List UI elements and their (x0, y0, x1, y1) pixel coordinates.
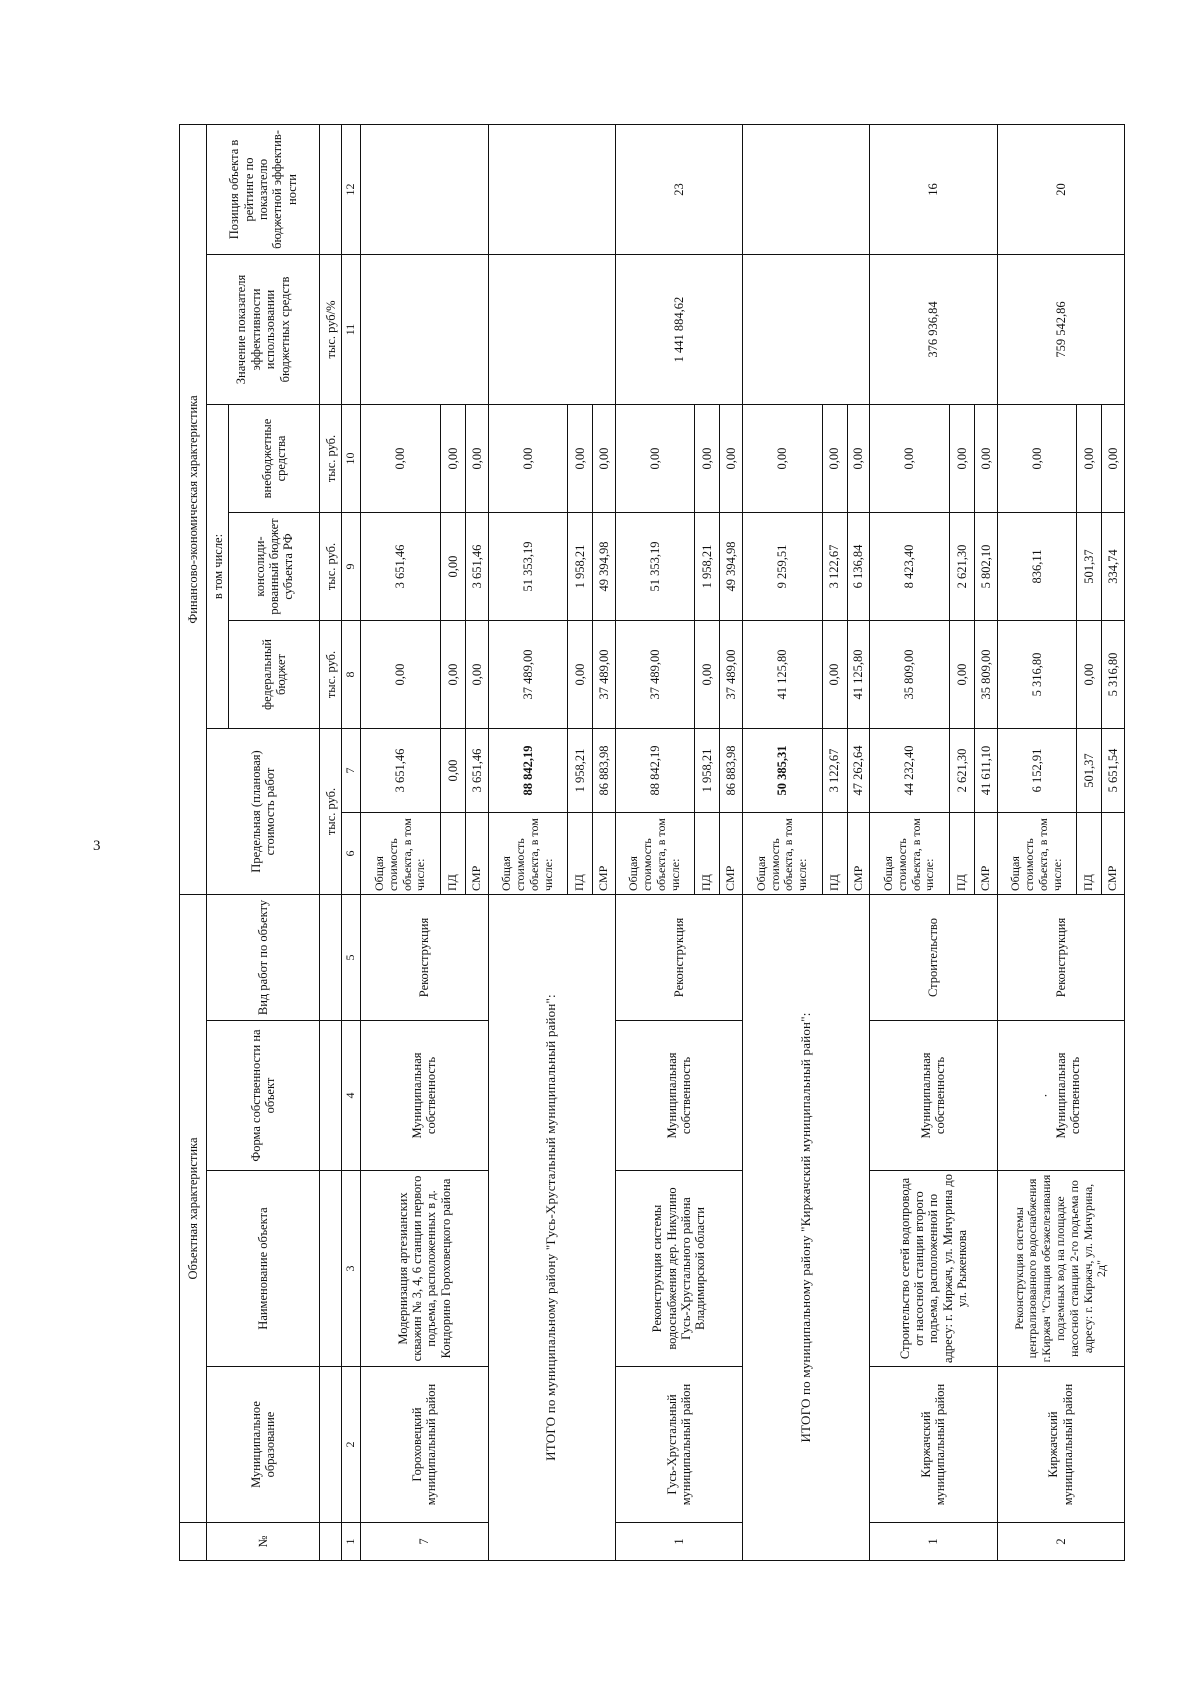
cost-label-pd: ПД (440, 813, 465, 895)
unit-cell (320, 124, 342, 254)
itogo-label: ИТОГО по муниципальному району "Гусь-Хрустальный муниципальный район": (488, 895, 615, 1561)
regional-value: 51 353,19 (615, 513, 695, 621)
col-number: 3 (342, 1171, 361, 1367)
table-row (361, 124, 441, 1560)
regional-value: 334,74 (1102, 513, 1125, 621)
row-municipality: Киржачский муниципальный район (870, 1367, 997, 1523)
cost-value: 6 152,91 (997, 729, 1077, 813)
cost-value: 88 842,19 (615, 729, 695, 813)
cost-label-smr: СМР (593, 813, 616, 895)
federal-value: 0,00 (1077, 621, 1102, 729)
unit-cell (320, 1523, 342, 1561)
cost-value: 3 651,46 (361, 729, 441, 813)
row-no: 7 (361, 1523, 488, 1561)
regional-value: 3 651,46 (465, 513, 488, 621)
cost-label-pd: ПД (949, 813, 974, 895)
regional-value: 8 423,40 (870, 513, 950, 621)
col-number: 5 (342, 895, 361, 1021)
cost-label-total: Общая стоимость объекта, в том числе: (997, 813, 1077, 895)
federal-value: 0,00 (949, 621, 974, 729)
federal-value: 41 125,80 (743, 621, 823, 729)
col-number: 1 (342, 1523, 361, 1561)
row-work-type: Реконструкция (615, 895, 742, 1021)
unit-efficiency: тыс. руб/% (320, 255, 342, 405)
cost-value: 3 651,46 (465, 729, 488, 813)
col-number: 7 (342, 729, 361, 813)
header-municipality: Муниципальное образование (207, 1367, 320, 1523)
table-row (997, 124, 1077, 1560)
regional-value: 2 621,30 (949, 513, 974, 621)
col-number: 8 (342, 621, 361, 729)
efficiency-value: 376 936,84 (870, 255, 997, 405)
cost-label-smr: СМР (847, 813, 870, 895)
federal-value: 0,00 (361, 621, 441, 729)
unit-extra: тыс. руб. (320, 405, 342, 513)
col-number: 9 (342, 513, 361, 621)
regional-value: 0,00 (440, 513, 465, 621)
efficiency-value: 759 542,86 (997, 255, 1124, 405)
table-row (615, 124, 695, 1560)
cost-label-pd: ПД (568, 813, 593, 895)
cost-label-smr: СМР (465, 813, 488, 895)
rating-value (361, 124, 488, 254)
header-work-type: Вид работ по объекту (207, 895, 320, 1021)
row-object-name: Реконструкция системы водоснабжения дер. Никулино Гусь-Хрустального района Владимирской области (615, 1171, 742, 1367)
col-number: 12 (342, 124, 361, 254)
row-ownership: Муниципальная собственность (870, 1021, 997, 1171)
extra-value: 0,00 (720, 405, 743, 513)
cost-value: 47 262,64 (847, 729, 870, 813)
cost-label-smr: СМР (1102, 813, 1125, 895)
extra-value: 0,00 (615, 405, 695, 513)
col-number: 6 (342, 813, 361, 895)
header-finance-group: Финансово-экономическая характеристика (180, 124, 207, 894)
cost-value: 41 611,10 (974, 729, 997, 813)
extra-value: 0,00 (949, 405, 974, 513)
rating-blank (743, 124, 870, 254)
regional-value: 6 136,84 (847, 513, 870, 621)
regional-value: 3 651,46 (361, 513, 441, 621)
regional-value: 501,37 (1077, 513, 1102, 621)
federal-value: 37 489,00 (720, 621, 743, 729)
unit-cell (320, 1171, 342, 1367)
unit-cell (320, 895, 342, 1021)
unit-cell (320, 1367, 342, 1523)
unit-cost: тыс. руб. (320, 729, 342, 895)
cost-label-total: Общая стоимость объекта, в том числе: (488, 813, 568, 895)
row-no: 1 (870, 1523, 997, 1561)
cost-value: 5 651,54 (1102, 729, 1125, 813)
cost-label-pd: ПД (1077, 813, 1102, 895)
rating-value: 20 (997, 124, 1124, 254)
col-number: 4 (342, 1021, 361, 1171)
header-blank (180, 1523, 207, 1561)
extra-value: 0,00 (488, 405, 568, 513)
header-rating: Позиция объекта в рейтинге по показателю бюджетной эффектив-ности (207, 124, 320, 254)
unit-cell (320, 1021, 342, 1171)
header-object-group: Объектная характеристика (180, 895, 207, 1523)
row-no: 2 (997, 1523, 1124, 1561)
cost-value: 1 958,21 (695, 729, 720, 813)
financial-table (179, 124, 1125, 1561)
unit-regional: тыс. руб. (320, 513, 342, 621)
extra-value: 0,00 (465, 405, 488, 513)
federal-value: 37 489,00 (615, 621, 695, 729)
extra-value: 0,00 (743, 405, 823, 513)
federal-value: 35 809,00 (974, 621, 997, 729)
cost-label-total: Общая стоимость объекта, в том числе: (870, 813, 950, 895)
total-row (488, 124, 568, 1560)
regional-value: 1 958,21 (695, 513, 720, 621)
row-work-type: Реконструкция (361, 895, 488, 1021)
row-ownership: Муниципальная собственность (1053, 1052, 1082, 1139)
header-no: № (207, 1523, 320, 1561)
extra-value: 0,00 (1102, 405, 1125, 513)
extra-value: 0,00 (974, 405, 997, 513)
row-work-type: Реконструкция (997, 895, 1124, 1021)
cost-value: 44 232,40 (870, 729, 950, 813)
federal-value: 0,00 (440, 621, 465, 729)
extra-value: 0,00 (870, 405, 950, 513)
extra-value: 0,00 (847, 405, 870, 513)
regional-value: 51 353,19 (488, 513, 568, 621)
cost-value: 86 883,98 (593, 729, 616, 813)
cost-value: 1 958,21 (568, 729, 593, 813)
header-object-name: Наименование объекта (207, 1171, 320, 1367)
row-object-name: Модернизация артезианских скважин № 3, 4, 6 станции первого подъема, расположенных в д. Кондорино Гороховецкого района (361, 1171, 488, 1367)
regional-value: 49 394,98 (593, 513, 616, 621)
ownership-mark: · (1039, 1093, 1054, 1098)
row-work-type: Строительство (870, 895, 997, 1021)
federal-value: 35 809,00 (870, 621, 950, 729)
cost-value: 50 385,31 (743, 729, 823, 813)
cost-label-pd: ПД (695, 813, 720, 895)
cost-value: 3 122,67 (822, 729, 847, 813)
row-ownership-cell (997, 1021, 1124, 1171)
regional-value: 836,11 (997, 513, 1077, 621)
federal-value: 0,00 (822, 621, 847, 729)
row-object-name: Реконструкция системы централизованного водоснабжения г.Киржач "Станция обезжелезивания подземных вод на площадке насосной станции 2-го подъема по адресу: г. Киржач, ул. Мичурина, 2д" (997, 1171, 1124, 1367)
rotated-table-container (179, 125, 1125, 1561)
federal-value: 0,00 (465, 621, 488, 729)
federal-value: 0,00 (568, 621, 593, 729)
extra-value: 0,00 (568, 405, 593, 513)
itogo-label: ИТОГО по муниципальному району "Киржачский муниципальный район": (743, 895, 870, 1561)
federal-value: 5 316,80 (997, 621, 1077, 729)
regional-value: 9 259,51 (743, 513, 823, 621)
col-number: 10 (342, 405, 361, 513)
row-ownership: Муниципальная собственность (361, 1021, 488, 1171)
header-ownership: Форма собственности на объект (207, 1021, 320, 1171)
header-extrabudget: внебюджетные средства (229, 405, 320, 513)
row-municipality: Киржачский муниципальный район (997, 1367, 1124, 1523)
efficiency-value (361, 255, 488, 405)
federal-value: 5 316,80 (1102, 621, 1125, 729)
row-municipality: Гороховецкий муниципальный район (361, 1367, 488, 1523)
row-ownership: Муниципальная собственность (615, 1021, 742, 1171)
rating-value: 23 (615, 124, 742, 254)
header-regional: консолиди-рованный бюджет субъекта РФ (229, 513, 320, 621)
extra-value: 0,00 (440, 405, 465, 513)
cost-value: 88 842,19 (488, 729, 568, 813)
rating-blank (488, 124, 615, 254)
header-federal: федеральный бюджет (229, 621, 320, 729)
row-no: 1 (615, 1523, 742, 1561)
header-including: в том числе: (207, 405, 229, 729)
extra-value: 0,00 (822, 405, 847, 513)
total-row (743, 124, 823, 1560)
cost-value: 0,00 (440, 729, 465, 813)
page-number: 3 (93, 838, 101, 854)
extra-value: 0,00 (695, 405, 720, 513)
extra-value: 0,00 (593, 405, 616, 513)
efficiency-blank (743, 255, 870, 405)
cost-value: 501,37 (1077, 729, 1102, 813)
unit-federal: тыс. руб. (320, 621, 342, 729)
row-municipality: Гусь-Хрустальный муниципальный район (615, 1367, 742, 1523)
regional-value: 1 958,21 (568, 513, 593, 621)
rating-value: 16 (870, 124, 997, 254)
cost-label-smr: СМР (974, 813, 997, 895)
cost-value: 86 883,98 (720, 729, 743, 813)
cost-label-pd: ПД (822, 813, 847, 895)
header-efficiency: Значение показателя эффективности использовании бюджетных средств (207, 255, 320, 405)
header-limit-cost: Предельная (плановая) стоимость работ (207, 729, 320, 895)
federal-value: 0,00 (695, 621, 720, 729)
col-number: 11 (342, 255, 361, 405)
efficiency-blank (488, 255, 615, 405)
cost-label-smr: СМР (720, 813, 743, 895)
cost-label-total: Общая стоимость объекта, в том числе: (743, 813, 823, 895)
cost-label-total: Общая стоимость объекта, в том числе: (361, 813, 441, 895)
federal-value: 37 489,00 (488, 621, 568, 729)
efficiency-value: 1 441 884,62 (615, 255, 742, 405)
cost-label-total: Общая стоимость объекта, в том числе: (615, 813, 695, 895)
row-object-name: Строительство сетей водопровода от насосной станции второго подъема, расположенной по адресу: г. Киржач, ул. Мичурина до ул. Рыженкова (870, 1171, 997, 1367)
regional-value: 49 394,98 (720, 513, 743, 621)
col-number: 2 (342, 1367, 361, 1523)
federal-value: 37 489,00 (593, 621, 616, 729)
cost-value: 2 621,30 (949, 729, 974, 813)
regional-value: 5 802,10 (974, 513, 997, 621)
extra-value: 0,00 (1077, 405, 1102, 513)
federal-value: 41 125,80 (847, 621, 870, 729)
table-row (870, 124, 950, 1560)
regional-value: 3 122,67 (822, 513, 847, 621)
extra-value: 0,00 (997, 405, 1077, 513)
extra-value: 0,00 (361, 405, 441, 513)
